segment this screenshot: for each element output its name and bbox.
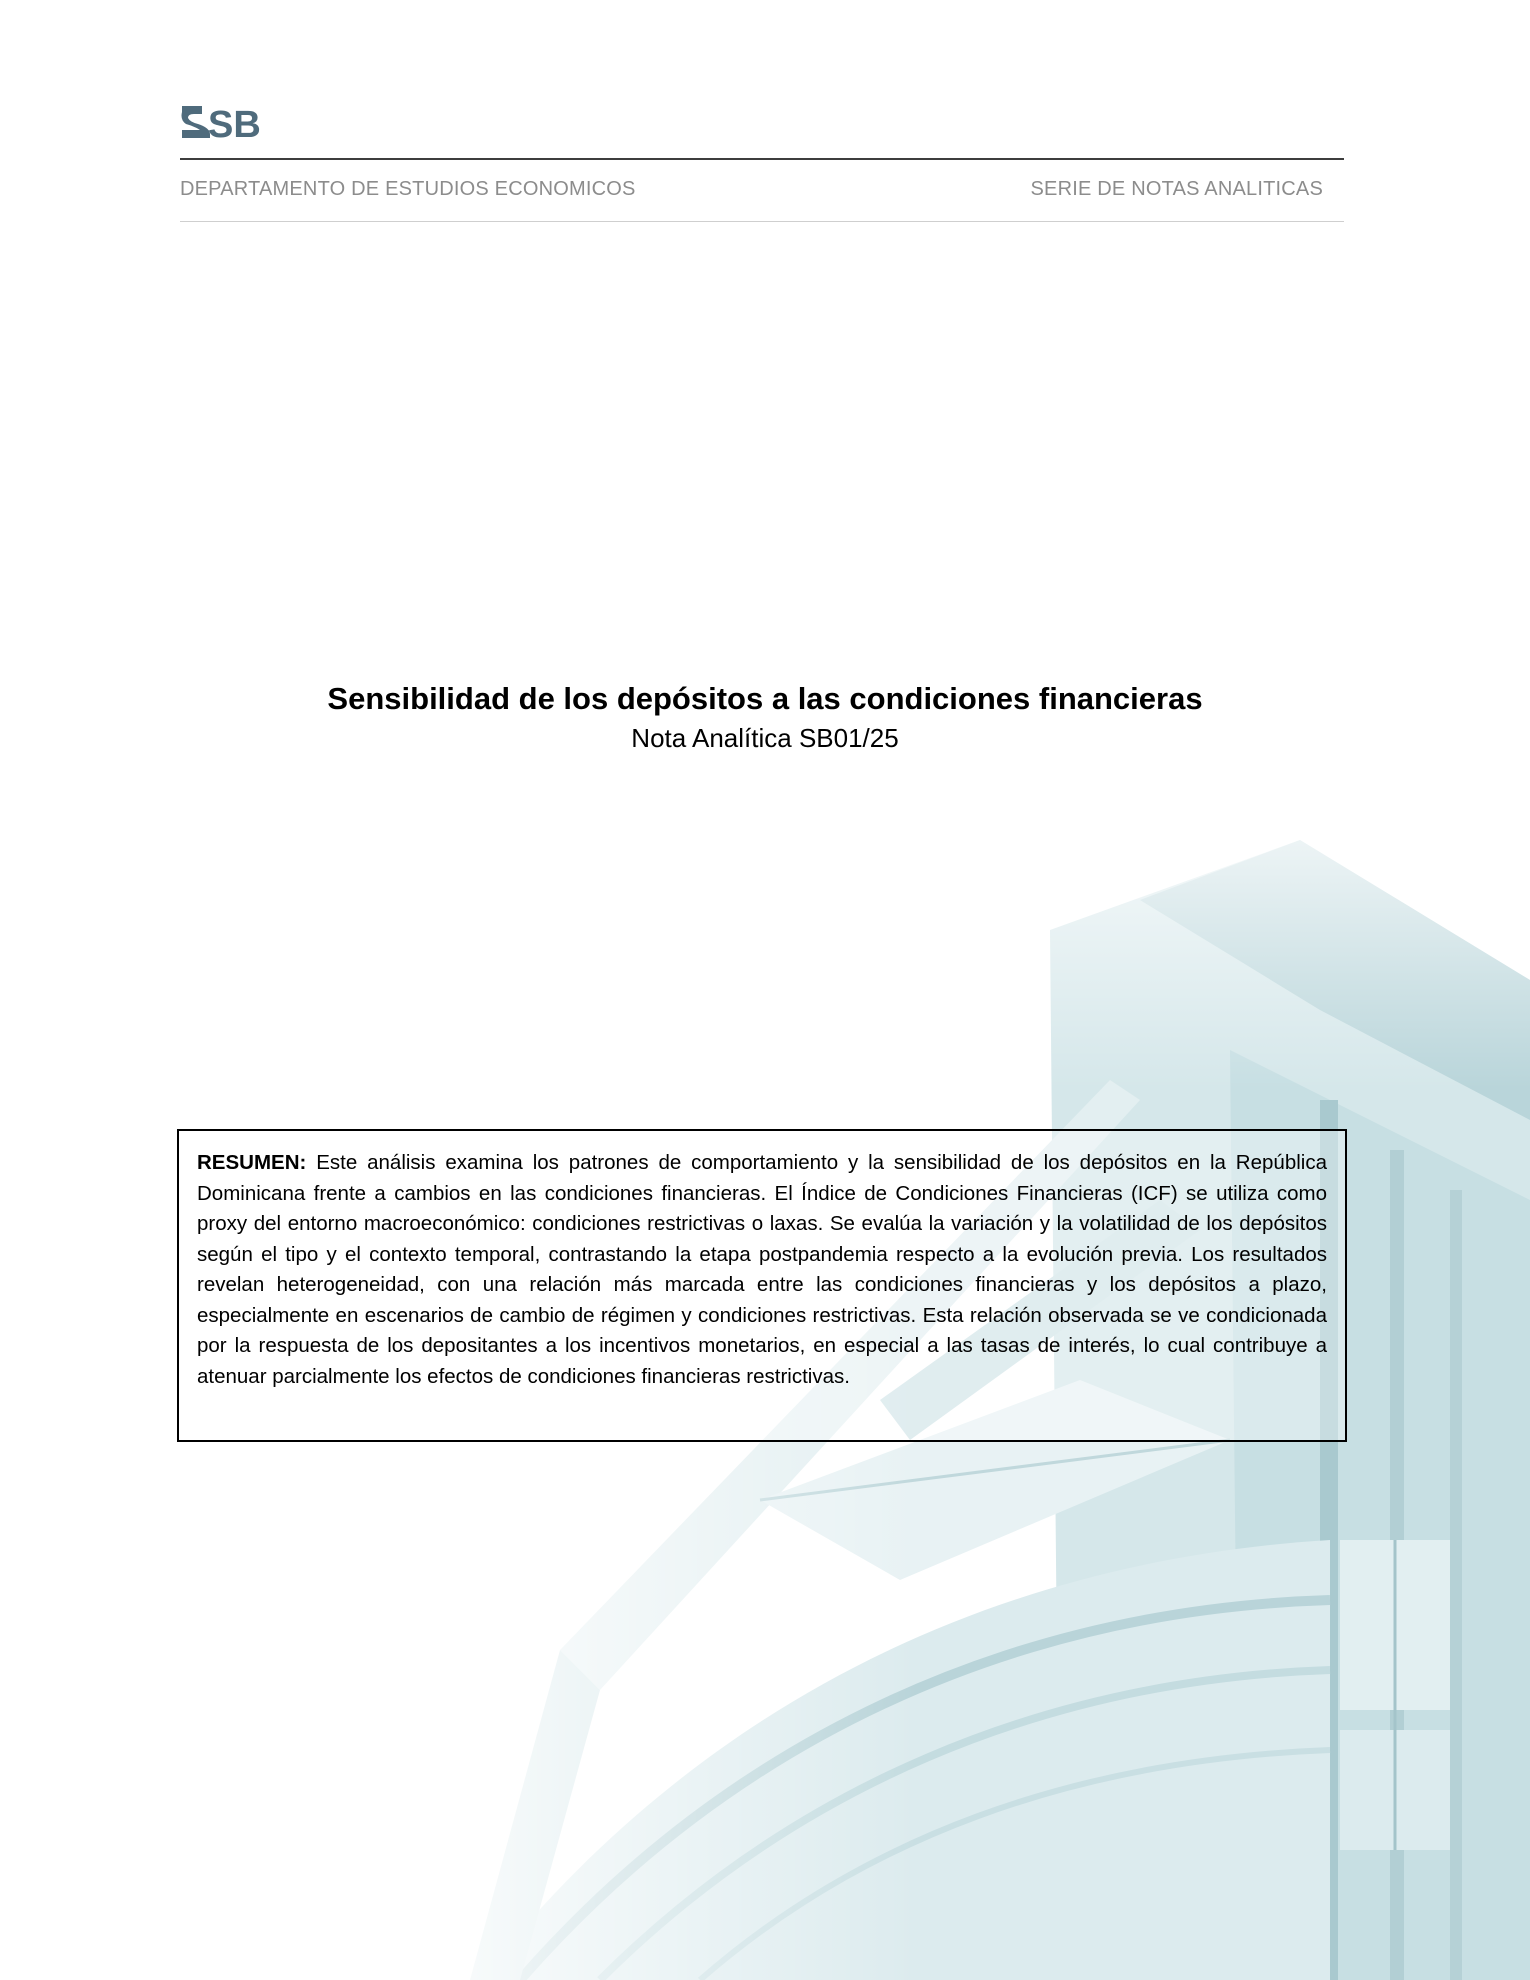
document-subtitle: Nota Analítica SB01/25 [631,723,899,753]
logo-text: SB [208,104,261,140]
abstract-label: RESUMEN: [197,1151,307,1174]
document-title: Sensibilidad de los depósitos a las condiciones financieras [327,681,1203,716]
abstract-text: Este análisis examina los patrones de comportamiento y la sensibilidad de los depósitos en la República Dominicana frente a cambios en las condiciones financieras. El Índice de Condiciones Financieras (ICF) se utiliza como proxy del entorno macroeconómico: condiciones restrictivas o laxas. Se evalúa la variación y la volatilidad de los depósitos según el tipo y el contexto temporal, contrastando la etapa postpandemia respecto a la evolución previa. Los resultados revelan heterogeneidad, con una relación más marcada entre las condiciones financieras y los depósitos a plazo, especialmente en escenarios de cambio de régimen y condiciones restrictivas. Esta relación observada se ve condicionada por la respuesta de los depositantes a los incentivos monetarios, en especial a las tasas de interés, lo cual contribuye a atenuar parcialmente los efectos de condiciones financieras restrictivas. [197,1151,1327,1388]
title-block [180,678,1350,756]
abstract-box [177,1129,1347,1442]
department-label: DEPARTAMENTO DE ESTUDIOS ECONOMICOS [180,178,636,200]
abstract-paragraph [197,1148,1327,1392]
sb-logo-icon [180,104,280,140]
header-rule-bottom [180,221,1344,222]
header-rule-top [180,158,1344,160]
series-label: SERIE DE NOTAS ANALITICAS [1030,178,1323,200]
